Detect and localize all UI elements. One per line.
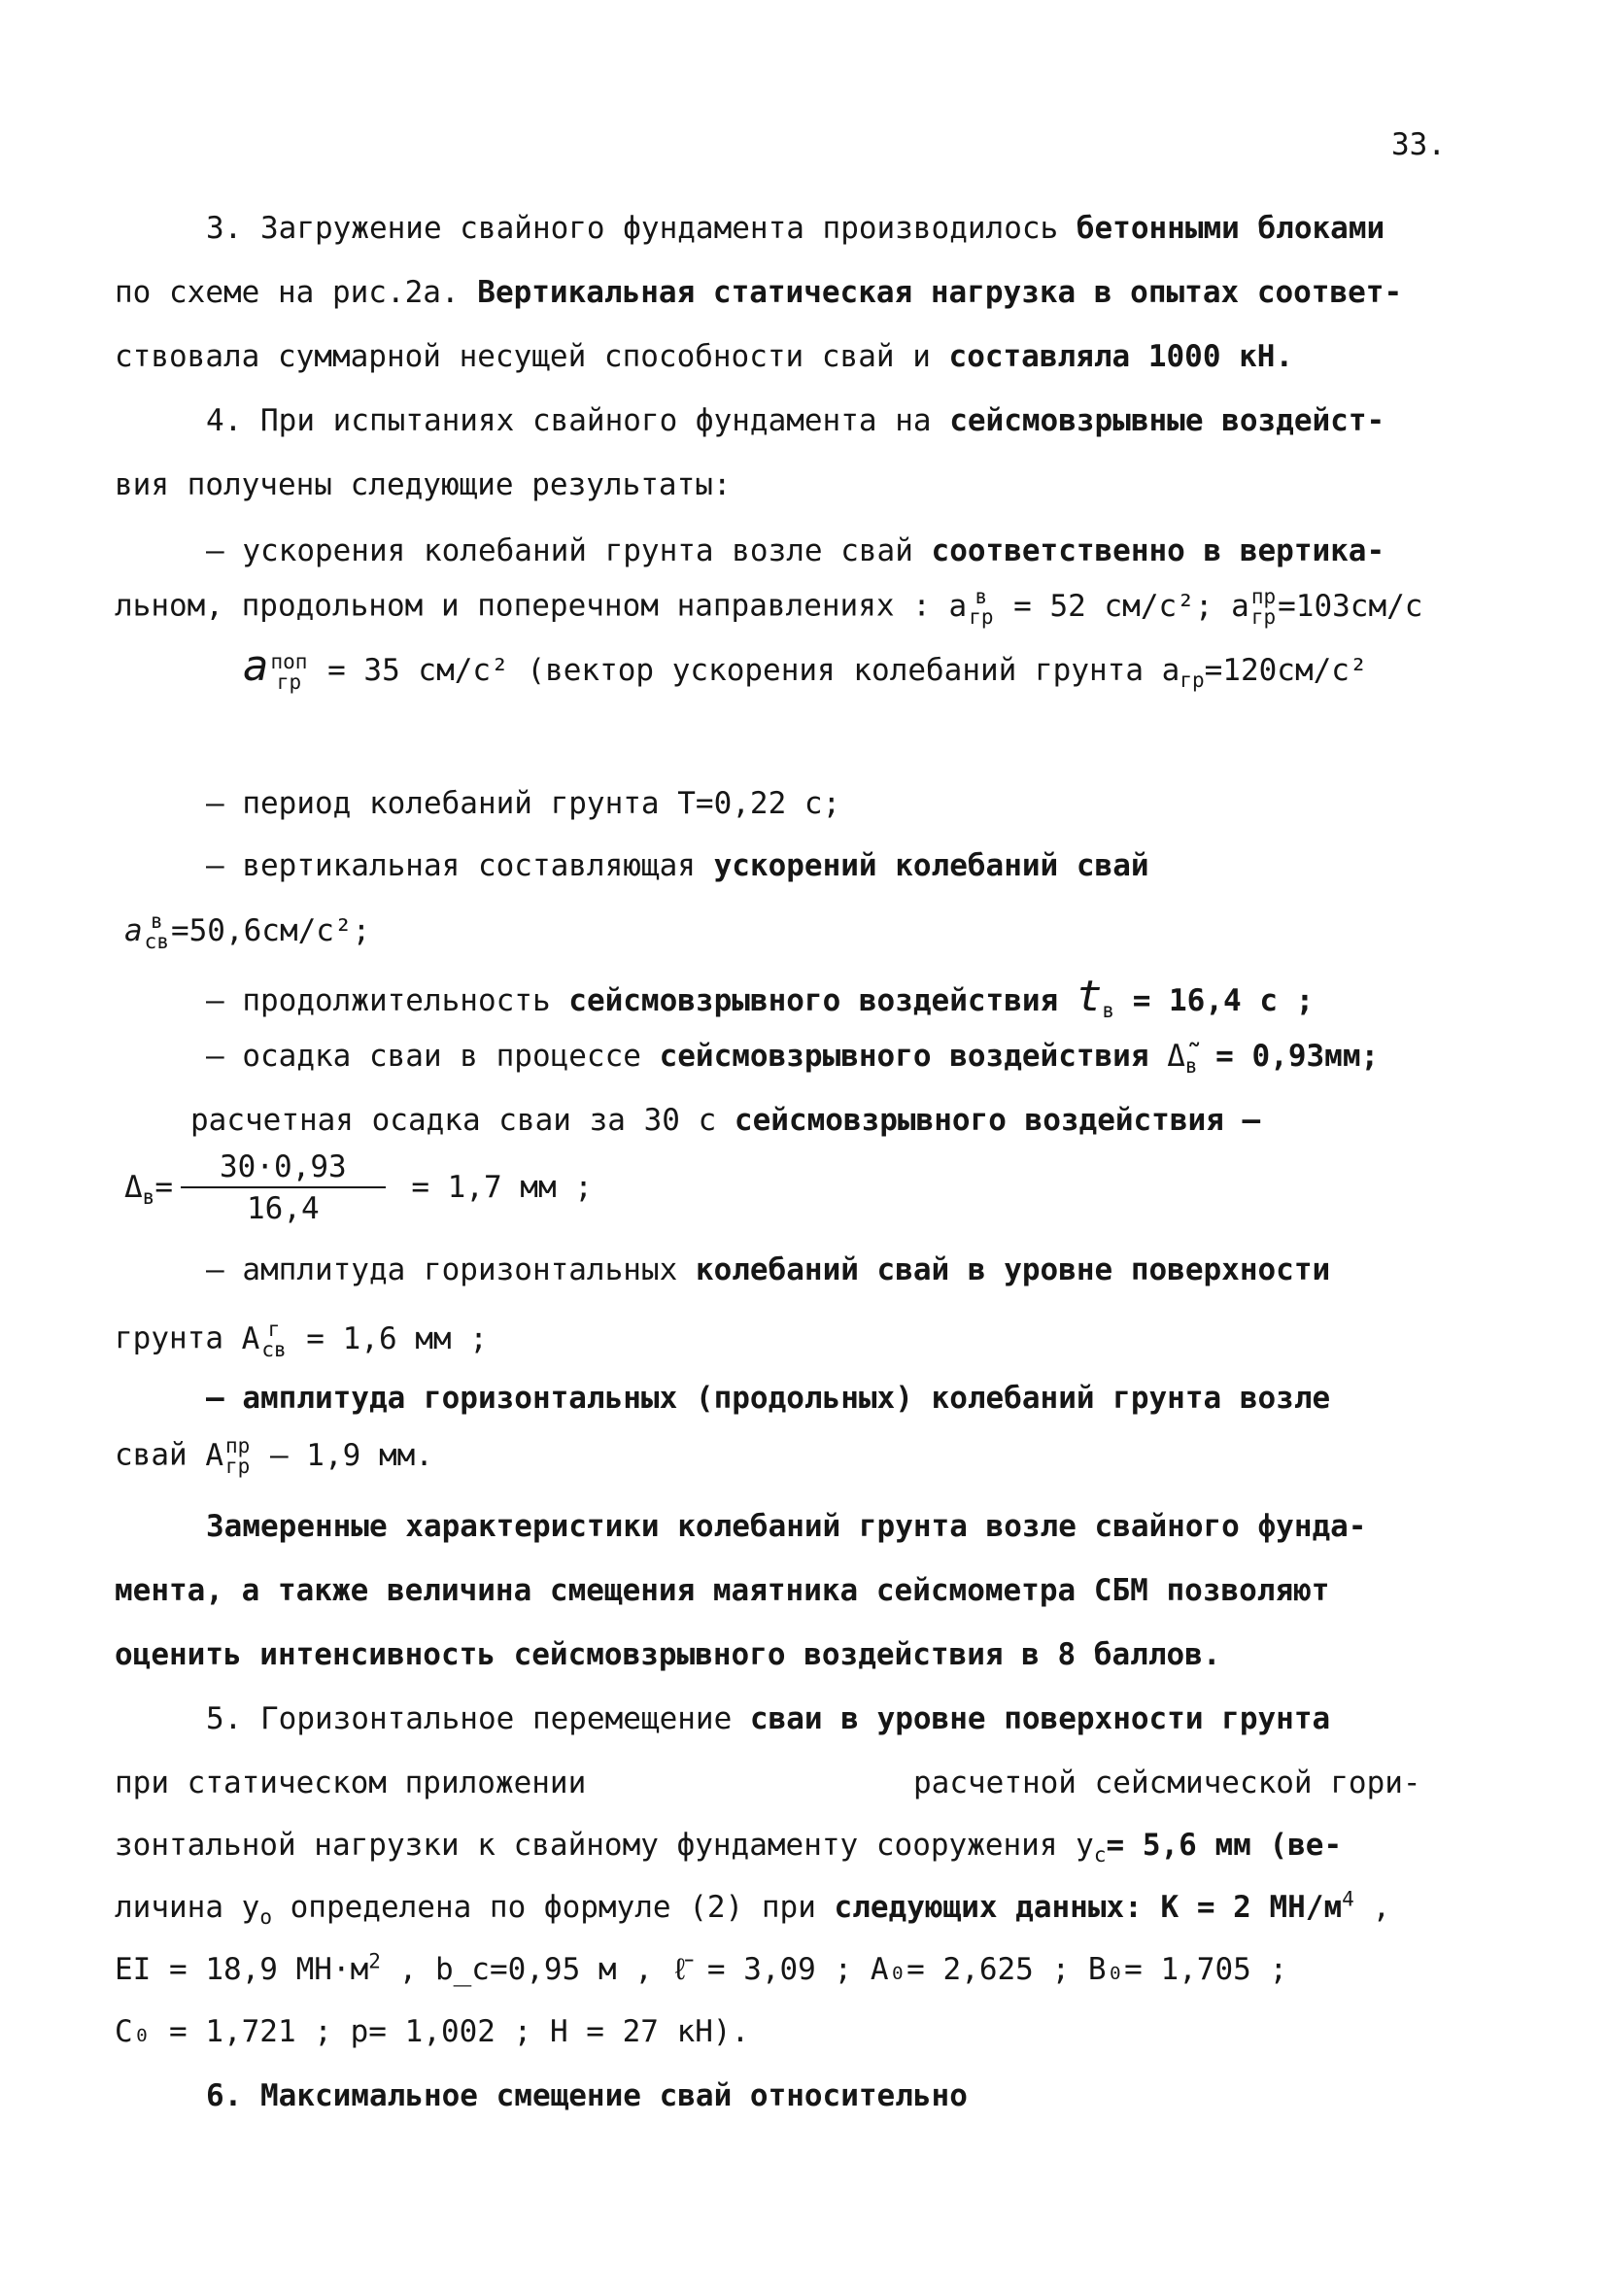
- text-line: [206, 972, 1315, 1023]
- text-line: [115, 467, 732, 502]
- text-segment-bold: ускорений колебаний свай: [713, 848, 1149, 883]
- text-segment: (вектор ускорения колебаний грунта: [527, 653, 1162, 688]
- text-segment: – ускорения колебаний грунта возле свай: [206, 533, 932, 568]
- superscript: в: [974, 585, 988, 608]
- text-line: [206, 1701, 1331, 1736]
- superscript: г: [267, 1318, 281, 1341]
- text-line: [206, 786, 841, 821]
- formula-value: – 1,9 мм.: [252, 1437, 433, 1473]
- text-segment: – осадка сваи в процессе: [206, 1039, 660, 1074]
- text-line: [115, 1436, 433, 1477]
- text-segment: по схеме на рис.2а.: [115, 275, 478, 310]
- formula-value: = 1,7 мм ;: [393, 1169, 593, 1205]
- formula-value: p= 1,002 ;: [350, 2014, 532, 2049]
- text-segment-bold: сейсмовзрывные воздейст-: [949, 403, 1385, 438]
- text-line: [115, 1637, 1221, 1672]
- text-segment-bold: мента, а также величина смещения маятника сейсмометра СБМ позволяют: [115, 1573, 1330, 1608]
- text-segment-bold: колебаний свай в уровне поверхности: [695, 1252, 1331, 1287]
- formula-acc-longitudinal: a пр гр =103см/с: [1231, 585, 1423, 629]
- text-segment: 4. При испытаниях свайного фундамента на: [206, 403, 950, 438]
- superscript: в: [150, 909, 163, 933]
- text-line: [115, 1949, 1288, 1987]
- formula-value: , b_c=0,95 м ,: [398, 1952, 653, 1987]
- text-segment: ствовала суммарной несущей способности свай и: [115, 339, 949, 374]
- symbol-t: t: [1076, 972, 1103, 1021]
- text-segment: зонтальной нагрузки к свайному фундаменту сооружения: [115, 1828, 1077, 1863]
- text-segment: при статическом приложении: [115, 1765, 587, 1800]
- text-line: [115, 1573, 1330, 1608]
- text-segment: ,: [1353, 1890, 1391, 1925]
- text-segment: – вертикальная составляющая: [206, 848, 714, 883]
- superscript: 4: [1342, 1887, 1354, 1911]
- formula-acc-vertical: a в гр = 52 см/с²;: [948, 585, 1214, 629]
- text-line: [206, 2078, 968, 2113]
- text-line: [206, 533, 1385, 568]
- formula-settlement: $\Deltã_в = 0,93мм$;: [1167, 1039, 1380, 1079]
- text-segment: – продолжительность: [206, 983, 569, 1018]
- text-segment: определена по формуле (2) при: [271, 1890, 835, 1925]
- text-segment: вия получены следующие результаты:: [115, 467, 732, 502]
- text-segment-bold: составляла 1000 кН.: [948, 339, 1294, 374]
- formula-pile-acc: a в св =50,6см/с²;: [124, 909, 371, 953]
- text-line: [115, 1828, 1343, 1868]
- text-line: [206, 403, 1385, 438]
- text-segment-bold: 6. Максимальное смещение свай относительно: [206, 2078, 968, 2113]
- formula-displacement: $y_c= 5,6$ мм (ве-: [1076, 1828, 1343, 1868]
- subscript: в: [142, 1184, 155, 1209]
- text-segment-bold: сваи в уровне поверхности грунта: [749, 1701, 1331, 1736]
- superscript: пр: [1250, 585, 1277, 608]
- text-segment: свай: [115, 1437, 188, 1473]
- text-line: [206, 211, 1385, 246]
- subscript: гр: [1250, 605, 1277, 629]
- fraction-numerator: 30·0,93: [181, 1152, 386, 1188]
- fraction-denominator: 16,4: [247, 1191, 320, 1226]
- formula-value: =50,6см/с²;: [170, 912, 371, 948]
- text-segment-bold: Замеренные характеристики колебаний грунта возле свайного фунда-: [206, 1509, 1367, 1544]
- text-line: [206, 1252, 1331, 1287]
- text-line: [115, 1319, 488, 1360]
- text-line: [124, 911, 370, 952]
- subscript: гр: [276, 669, 302, 694]
- text-segment: расчетная осадка сваи за 30 с: [190, 1103, 735, 1138]
- text-segment-bold: – амплитуда горизонтальных (продольных) колебаний грунта возле: [206, 1381, 1331, 1416]
- text-line: [206, 1381, 1331, 1416]
- superscript: поп: [270, 649, 308, 673]
- formula-amp-ground: A пр гр – 1,9 мм.: [205, 1434, 433, 1478]
- text-segment-bold: соответственно в вертика-: [931, 533, 1385, 568]
- formula-acc-vector: $a_{гр}=120см/с^2$: [1161, 653, 1368, 693]
- subscript: o: [259, 1905, 272, 1930]
- text-line: [115, 1765, 587, 1800]
- text-line: [206, 848, 1149, 883]
- text-segment: – амплитуда горизонтальных: [206, 1252, 696, 1287]
- text-segment: – период колебаний грунта T=0,22 с;: [206, 786, 841, 821]
- formula-value: = 52 см/с²;: [995, 588, 1214, 624]
- text-segment: 3. Загружение свайного фундамента производилось: [206, 211, 1077, 246]
- text-segment: личина y: [115, 1890, 260, 1925]
- subscript: в: [1184, 1054, 1198, 1079]
- subscript: гр: [969, 605, 994, 629]
- formula-calc-settlement: $\Delta_в=$ $\frac{30\cdot 0,93}{16,4}$ = 1,7 мм ;: [124, 1149, 593, 1226]
- formula-value: EI = 18,9 МН·м: [115, 1952, 369, 1987]
- text-segment-bold: оценить интенсивность сейсмовзрывного воздействия в 8 баллов.: [115, 1637, 1221, 1672]
- text-line: [115, 1887, 1391, 1930]
- text-line: [124, 1149, 593, 1226]
- formula-acc-transverse: a поп гр = 35 см/с²: [243, 641, 509, 694]
- subscript: св: [144, 930, 169, 953]
- text-line: [243, 641, 1368, 694]
- text-line: [115, 275, 1403, 310]
- text-line: [206, 1509, 1367, 1544]
- formula-value: = 5,6 мм (ве-: [1106, 1828, 1343, 1863]
- formula-value: = 0,93мм;: [1197, 1039, 1380, 1074]
- subscript: гр: [1180, 668, 1205, 693]
- formula-value: B₀= 1,705 ;: [1087, 1952, 1288, 1987]
- subscript: св: [261, 1338, 287, 1361]
- text-segment: грунта: [115, 1320, 223, 1356]
- text-segment: расчетной сейсмической гори-: [913, 1765, 1421, 1800]
- text-line: [206, 1039, 1380, 1079]
- text-line: [115, 587, 1422, 628]
- formula-amp-pile: A г св = 1,6 мм ;: [241, 1318, 488, 1361]
- text-line: [190, 1103, 1261, 1138]
- text-segment-bold: сейсмовзрывного воздействия –: [734, 1103, 1261, 1138]
- subscript: в: [1102, 999, 1115, 1023]
- formula-value: = 1,6 мм ;: [288, 1320, 488, 1356]
- text-line: [913, 1765, 1421, 1800]
- text-line: [115, 2014, 750, 2049]
- subscript: гр: [225, 1455, 251, 1478]
- page-number: 33.: [1391, 127, 1446, 162]
- text-segment-bold: сейсмовзрывного воздействия: [568, 983, 1059, 1018]
- text-segment: 5. Горизонтальное перемещение: [206, 1701, 750, 1736]
- formula-value: ℓ̄ = 3,09 ;: [670, 1952, 853, 1987]
- superscript: 2: [368, 1949, 381, 1973]
- formula-value: H = 27 кН).: [549, 2014, 750, 2049]
- text-segment-bold: сейсмовзрывного воздействия: [659, 1039, 1149, 1074]
- text-segment-bold: бетонными блоками: [1076, 211, 1385, 246]
- text-segment-bold: следующих данных: K = 2 МН/м: [834, 1890, 1343, 1925]
- formula-value: C₀ = 1,721 ;: [115, 2014, 332, 2049]
- formula-value: =103см/с: [1278, 588, 1423, 624]
- superscript: пр: [225, 1434, 251, 1457]
- text-segment-bold: Вертикальная статическая нагрузка в опытах соответ-: [477, 275, 1403, 310]
- text-line: [115, 339, 1294, 374]
- text-segment: льном, продольном и поперечном направлениях :: [115, 588, 931, 624]
- formula-value: =120см/с²: [1204, 653, 1368, 688]
- formula-value: A₀= 2,625 ;: [870, 1952, 1071, 1987]
- formula-value: = 16,4 с ;: [1114, 983, 1315, 1018]
- formula-value: = 35 см/с²: [309, 653, 509, 688]
- subscript: c: [1093, 1843, 1107, 1868]
